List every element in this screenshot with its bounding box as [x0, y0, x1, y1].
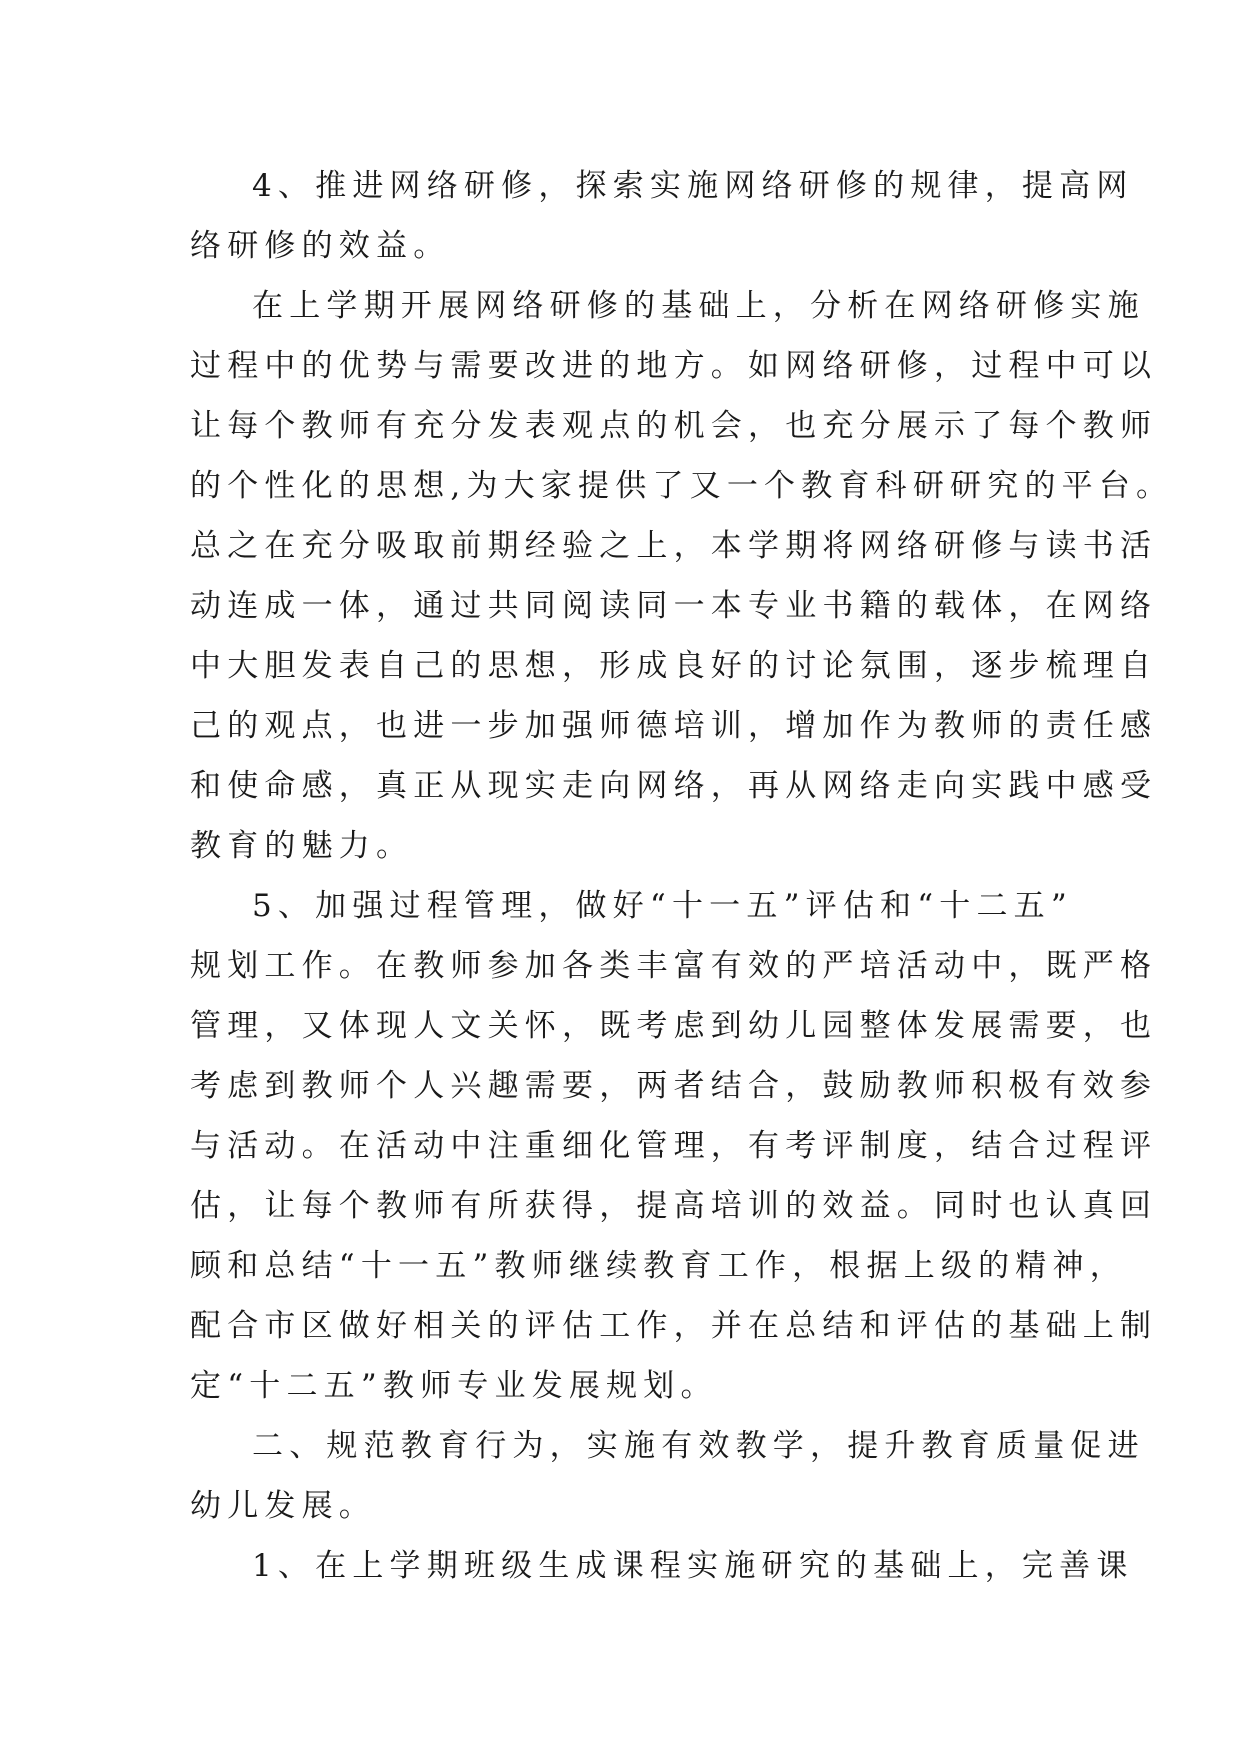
- text-line: 二、规范教育行为，实施有效教学，提升教育质量促进: [252, 1428, 1145, 1464]
- text-line: 估，让每个教师有所获得，提高培训的效益。同时也认真回: [190, 1188, 1158, 1224]
- text-line: 教育的魅力。: [190, 828, 414, 864]
- text-line: 的个性化的思想,为大家提供了又一个教育科研研究的平台。: [190, 468, 1174, 504]
- text-line: 4、推进网络研修，探索实施网络研修的规律，提高网: [252, 168, 1134, 204]
- text-line: 1、在上学期班级生成课程实施研究的基础上，完善课: [252, 1548, 1134, 1584]
- text-line: 配合市区做好相关的评估工作，并在总结和评估的基础上制: [190, 1308, 1158, 1344]
- paragraph-curriculum-item: [190, 1536, 1134, 1596]
- text-line: 中大胆发表自己的思想，形成良好的讨论氛围，逐步梳理自: [190, 648, 1158, 684]
- text-line: 和使命感，真正从现实走向网络，再从网络走向实践中感受: [190, 768, 1158, 804]
- text-line: 管理，又体现人文关怀，既考虑到幼儿园整体发展需要，也: [190, 1008, 1158, 1044]
- text-line: 在上学期开展网络研修的基础上，分析在网络研修实施: [252, 288, 1145, 324]
- text-line: 己的观点，也进一步加强师德培训，增加作为教师的责任感: [190, 708, 1158, 744]
- text-line: 幼儿发展。: [190, 1488, 376, 1524]
- text-line: 考虑到教师个人兴趣需要，两者结合，鼓励教师积极有效参: [190, 1068, 1158, 1104]
- text-line: 定“十二五”教师专业发展规划。: [190, 1368, 718, 1404]
- text-line: 顾和总结“十一五”教师继续教育工作，根据上级的精神，: [190, 1248, 1127, 1284]
- text-line: 络研修的效益。: [190, 228, 451, 264]
- text-line: 过程中的优势与需要改进的地方。如网络研修，过程中可以: [190, 348, 1158, 384]
- document-page: [190, 156, 1174, 1596]
- paragraph-process-management: [190, 876, 1158, 1416]
- paragraph-section-two-heading: [190, 1416, 1145, 1536]
- text-line: 与活动。在活动中注重细化管理，有考评制度，结合过程评: [190, 1128, 1158, 1164]
- text-line: 5、加强过程管理，做好“十一五”评估和“十二五”: [252, 888, 1073, 924]
- paragraph-network-training-heading: [190, 156, 1134, 276]
- text-line: 总之在充分吸取前期经验之上，本学期将网络研修与读书活: [190, 528, 1158, 564]
- text-line: 动连成一体，通过共同阅读同一本专业书籍的载体，在网络: [190, 588, 1158, 624]
- text-line: 让每个教师有充分发表观点的机会，也充分展示了每个教师: [190, 408, 1158, 444]
- text-line: 规划工作。在教师参加各类丰富有效的严培活动中，既严格: [190, 948, 1158, 984]
- paragraph-network-training-body: [190, 276, 1174, 876]
